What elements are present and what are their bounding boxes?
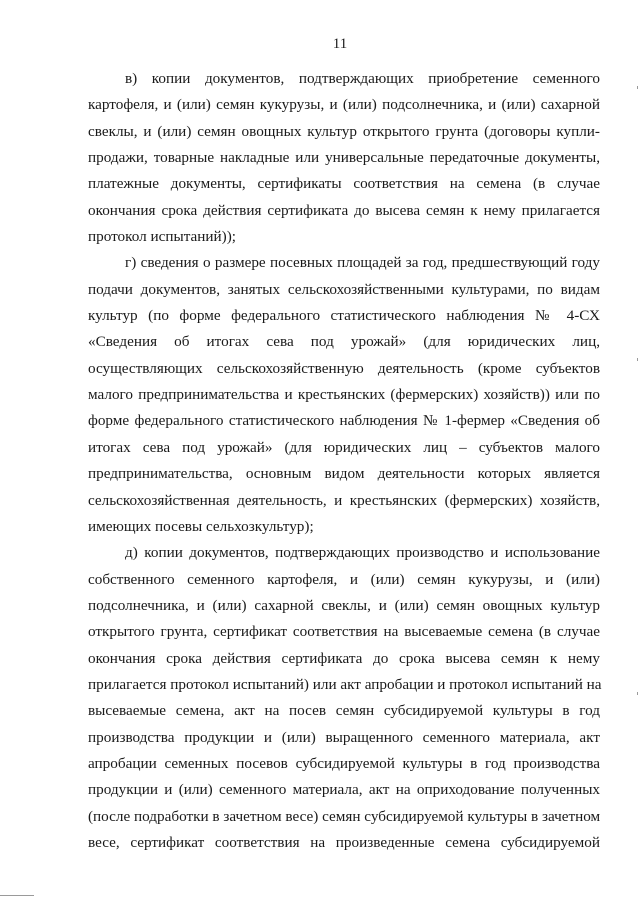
- text-line: весе, сертификат соответствия на произведенные семена субсидируемой: [88, 833, 600, 851]
- paragraph-g: [88, 250, 600, 540]
- text-line: продукции и (или) семенного материала, акт на оприходование полученных: [88, 781, 600, 799]
- text-line: продажи, товарные накладные или универсальные передаточные документы,: [88, 149, 600, 167]
- text-line: «Сведения об итогах сева под урожай» (для юридических лиц,: [88, 333, 600, 351]
- document-body: [88, 66, 600, 856]
- text-line: осуществляющих сельскохозяйственную деятельность (кроме субъектов: [88, 359, 600, 377]
- paragraph-d: [88, 540, 600, 856]
- text-line: имеющих посевы сельхозкультур);: [88, 517, 314, 535]
- text-line: окончания срока действия сертификата до высева семян к нему прилагается: [88, 201, 600, 219]
- page-number: 11: [332, 36, 348, 52]
- text-line: картофеля, и (или) семян кукурузы, и (или) подсолнечника, и (или) сахарной: [88, 96, 600, 114]
- text-line: окончания срока действия сертификата до срока высева семян к нему: [88, 649, 600, 667]
- text-line: предпринимательства, основным видом деятельности которых является: [88, 465, 600, 483]
- text-line: собственного семенного картофеля, и (или) семян кукурузы, и (или): [88, 570, 600, 588]
- text-line: д) копии документов, подтверждающих производство и использование: [125, 544, 600, 562]
- text-line: форме федерального статистического наблюдения № 1-фермер «Сведения об: [88, 412, 600, 430]
- text-line: открытого грунта, сертификат соответствия на высеваемые семена (в случае: [88, 623, 600, 641]
- paragraph-v: [88, 66, 600, 250]
- scan-speck: [637, 86, 638, 89]
- text-line: сельскохозяйственная деятельность, и крестьянских (фермерских) хозяйств,: [88, 491, 600, 509]
- text-line: подсолнечника, и (или) сахарной свеклы, и (или) семян овощных культур: [88, 596, 600, 614]
- text-line: культур (по форме федерального статистического наблюдения № 4-СХ: [88, 307, 600, 325]
- text-line: апробации семенных посевов субсидируемой культуры в год производства: [88, 754, 600, 772]
- text-line: высеваемые семена, акт на посев семян субсидируемой культуры в год: [88, 702, 600, 720]
- text-line: производства продукции и (или) выращенного семенного материала, акт: [88, 728, 600, 746]
- scan-speck: [637, 358, 638, 361]
- scan-edge-mark: [0, 895, 34, 896]
- scan-speck: [637, 692, 638, 695]
- text-line: малого предпринимательства и крестьянских (фермерских) хозяйств)) или по: [88, 386, 600, 404]
- text-line: итогах сева под урожай» (для юридических лиц – субъектов малого: [88, 438, 600, 456]
- text-line: прилагается протокол испытаний) или акт апробации и протокол испытаний на: [88, 675, 602, 693]
- text-line: свеклы, и (или) семян овощных культур открытого грунта (договоры купли-: [88, 122, 600, 140]
- text-line: г) сведения о размере посевных площадей за год, предшествующий году: [125, 254, 600, 272]
- text-line: подачи документов, занятых сельскохозяйственными культурами, по видам: [88, 280, 600, 298]
- text-line: (после подработки в зачетном весе) семян субсидируемой культуры в зачетном: [88, 807, 601, 825]
- text-line: в) копии документов, подтверждающих приобретение семенного: [125, 70, 600, 87]
- text-line: протокол испытаний));: [88, 228, 237, 246]
- text-line: платежные документы, сертификаты соответствия на семена (в случае: [88, 175, 600, 193]
